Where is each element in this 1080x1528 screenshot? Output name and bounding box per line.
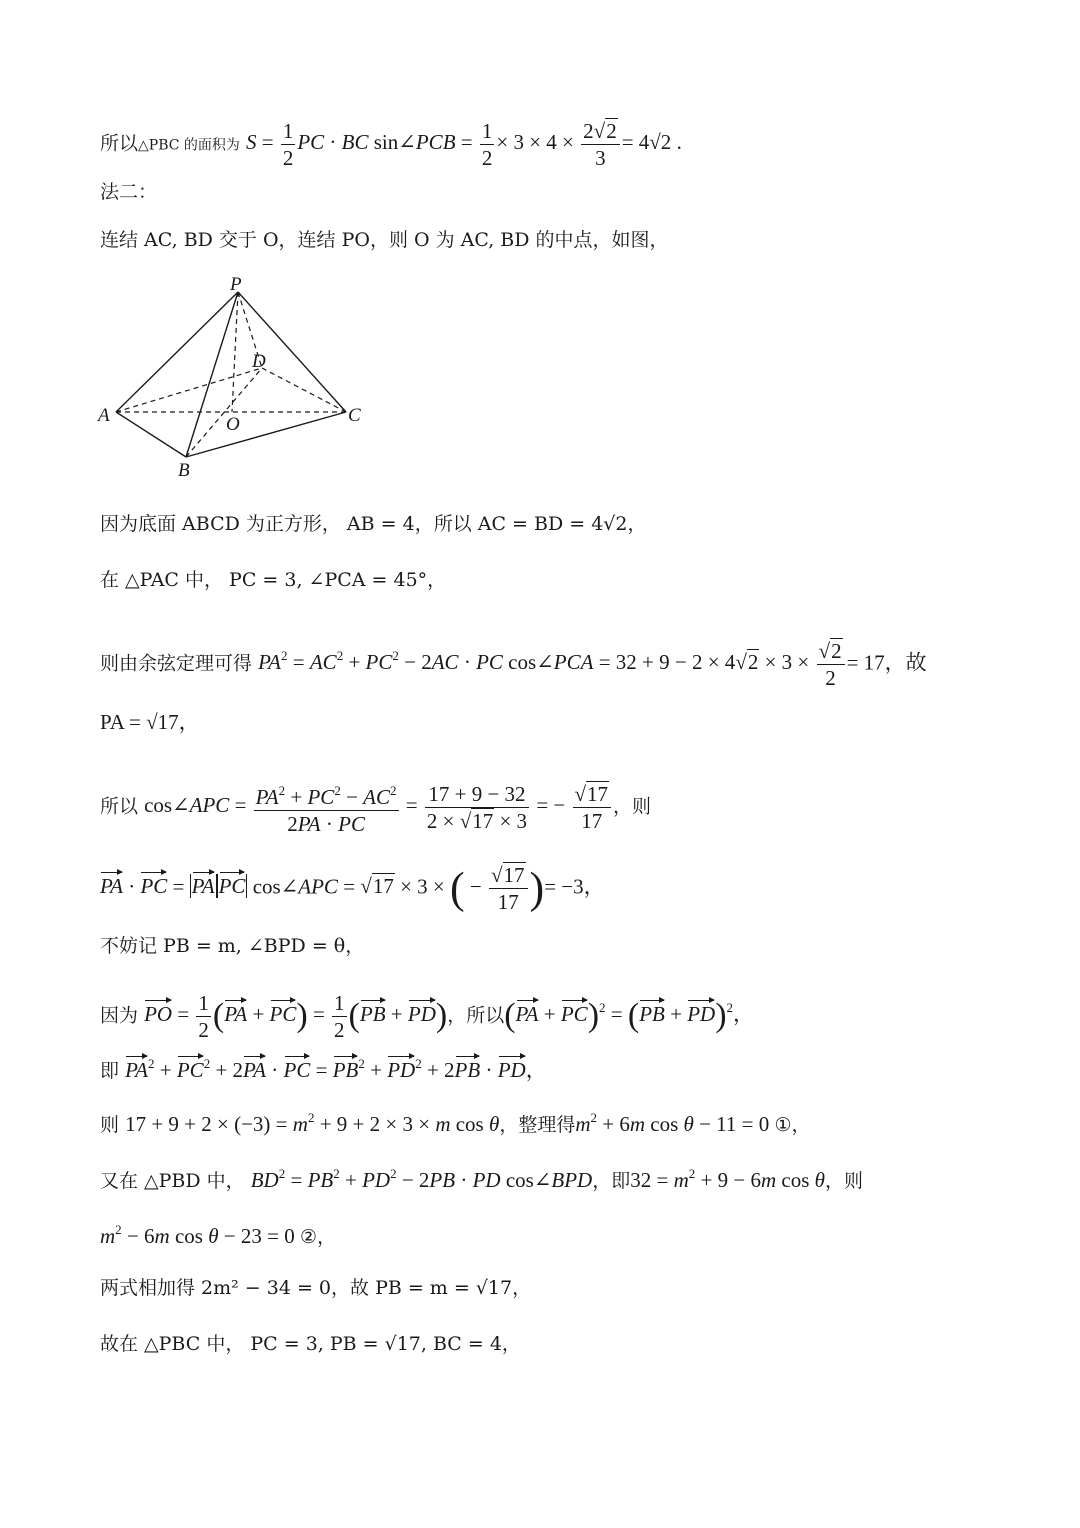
label-c: C — [348, 405, 361, 426]
pyramid-figure — [92, 272, 382, 482]
triangle-pbd-line: 又在 △PBD 中， $BD^2 = PB^2 + PD^2 - 2PB$ · PD cos∠BPD，即$32 = m^2 + 9 - 6m$ cos θ，则 — [100, 1166, 863, 1192]
triangle-pac-line: 在 △PAC 中， PC = 3, ∠PCA = 45°， — [100, 569, 447, 591]
expanded-line: 即 $PA^2 + PC^2 + 2PA$ · PC = $PB^2 + PD^2 + 2PB$ · PD， — [100, 1056, 547, 1082]
edge-dc — [262, 368, 346, 412]
equation-one-line: 则 $17 + 9 + 2 \times (-3) = m^2 + 9 + 2 \times 3 \times m$ cos θ，整理得$m^2 + 6m$ cos θ − 11 = 0 ①， — [100, 1110, 811, 1136]
edge-ab — [116, 412, 186, 457]
vector-po-line: 因为 PO = $\frac{1}{2}$ (PA + PC) = $\frac{1}{2}$ (PB + PD)，所以(PA + PC)$^2$ = (PB + PD)$^2$， — [100, 991, 755, 1042]
area-formula-line: 所以△PBC 的面积为 S = $\frac{1}{2}$ PC · BC sin∠PCB = $\frac{1}{2}$ × 3 × 4 × $\frac{2√2}{3}$ = 4√2 . — [100, 119, 682, 170]
connect-line: 连结 AC, BD 交于 O，连结 PO，则 O 为 AC, BD 的中点，如图， — [100, 229, 669, 251]
label-p: P — [230, 274, 242, 295]
let-pb-line: 不妨记 PB = m, ∠BPD = θ， — [100, 935, 365, 957]
label-d: D — [252, 351, 266, 372]
pa-value-line: PA = √17， — [100, 710, 200, 734]
sum-line: 两式相加得 2m² − 34 = 0，故 PB = m = √17， — [100, 1277, 532, 1299]
equation-two-line: $m^2 - 6m$ cos θ − 23 = 0 ②， — [100, 1222, 336, 1248]
cosine-law-line: 则由余弦定理可得 $PA^2 = AC^2 + PC^2 - 2AC$ · PC cos∠PCA = 32 + 9 − 2 × 4√2 × 3 × $\frac{√2}{2}$ = 17，故 — [100, 639, 927, 690]
cos-apc-line: 所以 cos∠APC = $\frac{PA^2 + PC^2 - AC^2}{2PA \cdot PC}$ = $\frac{17 + 9 - 32}{2 \times √17 \times 3}$ = − $\frac{√17}{17}$ ，则 — [100, 778, 651, 837]
dot-product-line: PA · PC = PA PC cos∠APC = √17 × 3 × ( − $\frac{√17}{17}$ )= −3， — [100, 863, 605, 914]
label-a: A — [98, 405, 110, 426]
method-two-heading: 法二： — [100, 181, 158, 203]
triangle-pbc-line: 故在 △PBC 中， PC = 3, PB = √17, BC = 4， — [100, 1333, 521, 1355]
label-b: B — [178, 460, 190, 481]
square-base-line: 因为底面 ABCD 为正方形， AB = 4，所以 AC = BD = 4√2， — [100, 513, 647, 535]
label-o: O — [226, 414, 240, 435]
edge-bc — [186, 412, 346, 457]
